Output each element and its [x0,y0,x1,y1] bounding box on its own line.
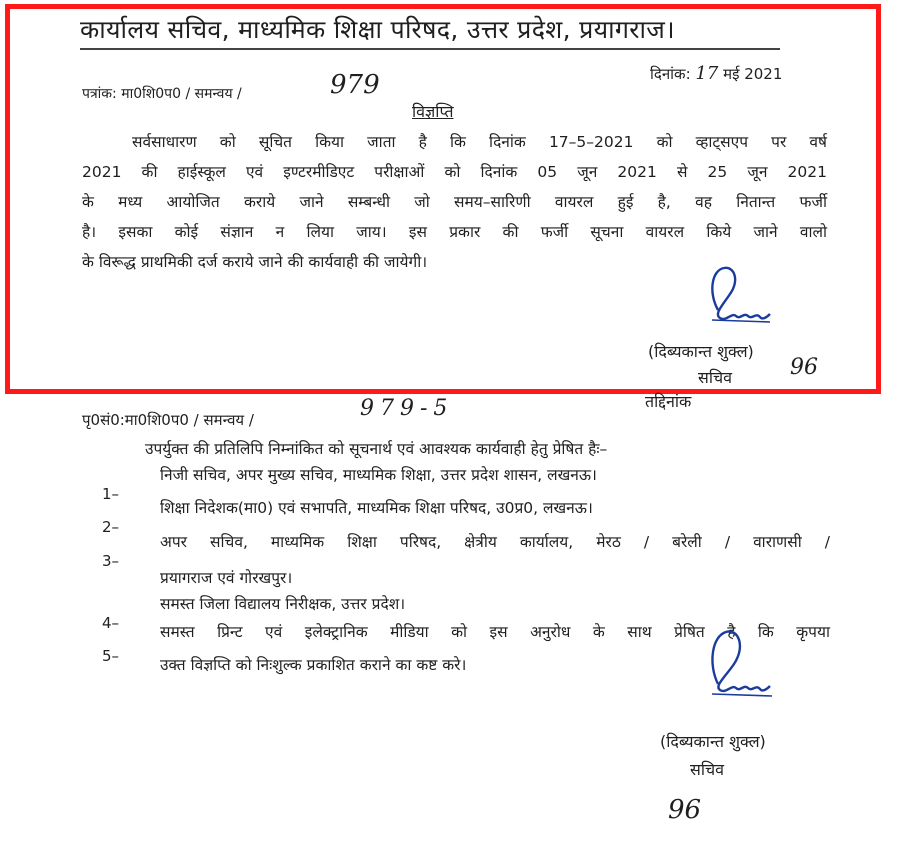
signatory-designation: सचिव [690,760,725,779]
list-item-text: निजी सचिव, अपर मुख्य सचिव, माध्यमिक शिक्षा, उत्तर प्रदेश शासन, लखनऊ। [160,466,597,484]
notice-paragraph [82,127,827,277]
notice-line: के विरूद्ध प्राथमिकी दर्ज कराये जाने की कार्यवाही की जायेगी। [82,253,428,271]
signatory-name: (दिब्यकान्त शुक्ल) [660,732,766,751]
signature [700,626,780,706]
handwritten-copy-reference-number: 979-5 [360,396,454,421]
copy-intro-text: उपर्युक्त की प्रतिलिपि निम्नांकित को सूचनार्थ एवं आवश्यक कार्यवाही हेतु प्रेषित हैः– [145,440,608,458]
list-item-number: 1– [102,485,120,503]
list-item-number: 4– [102,614,120,632]
list-item-line: समस्त प्रिन्ट एवं इलेक्ट्रानिक मीडिया को इस अनुरोध के साथ प्रेषित है कि कृपया [160,623,830,641]
list-item-text: शिक्षा निदेशक(मा0) एवं सभापति, माध्यमिक शिक्षा परिषद, उ0प्र0, लखनऊ। [160,499,593,517]
reference-number-label: पत्रांक: मा0शि0प0 / समन्वय / [82,86,242,102]
handwritten-initials: 96 [668,795,702,825]
list-item-line: अपर सचिव, माध्यमिक शिक्षा परिषद, क्षेत्रीय कार्यालय, मेरठ / बरेली / वाराणसी / [160,533,830,551]
list-item-number: 5– [102,647,120,665]
list-item-number: 3– [102,552,120,570]
notice-line: है। इसका कोई संज्ञान न लिया जाय। इस प्रकार की फर्जी सूचना वायरल किये जाने वालो [82,223,827,241]
date-line [650,63,782,84]
signature [700,262,780,332]
date-label: दिनांक: [650,65,691,83]
handwritten-date-day: 17 [695,63,719,84]
signatory-name: (दिब्यकान्त शुक्ल) [648,342,754,361]
notice-line: 2021 की हाईस्कूल एवं इण्टरमीडिएट परीक्षाओं को दिनांक 05 जून 2021 से 25 जून 2021 [82,163,827,181]
list-item-text-continued: प्रयागराज एवं गोरखपुर। [160,569,293,587]
office-title: कार्यालय सचिव, माध्यमिक शिक्षा परिषद, उत्तर प्रदेश, प्रयागराज। [80,15,675,44]
list-item-text [160,530,830,552]
handwritten-reference-number: 979 [330,70,380,100]
notice-line: के मध्य आयोजित कराये जाने सम्बन्धी जो समय–सारिणी वायरल हुई है, वह नितान्त फर्जी [82,193,827,211]
handwritten-initials: 96 [790,355,818,380]
notice-line: सर्वसाधारण को सूचित किया जाता है कि दिनांक 17–5–2021 को व्हाट्सएप पर वर्ष [132,133,827,151]
title-underline [80,48,780,50]
date-month-year: मई 2021 [723,65,783,83]
same-date-label: तद्दिनांक [645,392,692,411]
copy-reference-number-label: पृ0सं0:मा0शि0प0 / समन्वय / [82,411,254,429]
list-item-number: 2– [102,518,120,536]
list-item-text: समस्त जिला विद्यालय निरीक्षक, उत्तर प्रदेश। [160,595,406,613]
signatory-designation: सचिव [698,368,733,387]
list-item-text-continued: उक्त विज्ञप्ति को निःशुल्क प्रकाशित कराने का कष्ट करे। [160,656,467,674]
notice-heading: विज्ञप्ति [412,102,454,121]
